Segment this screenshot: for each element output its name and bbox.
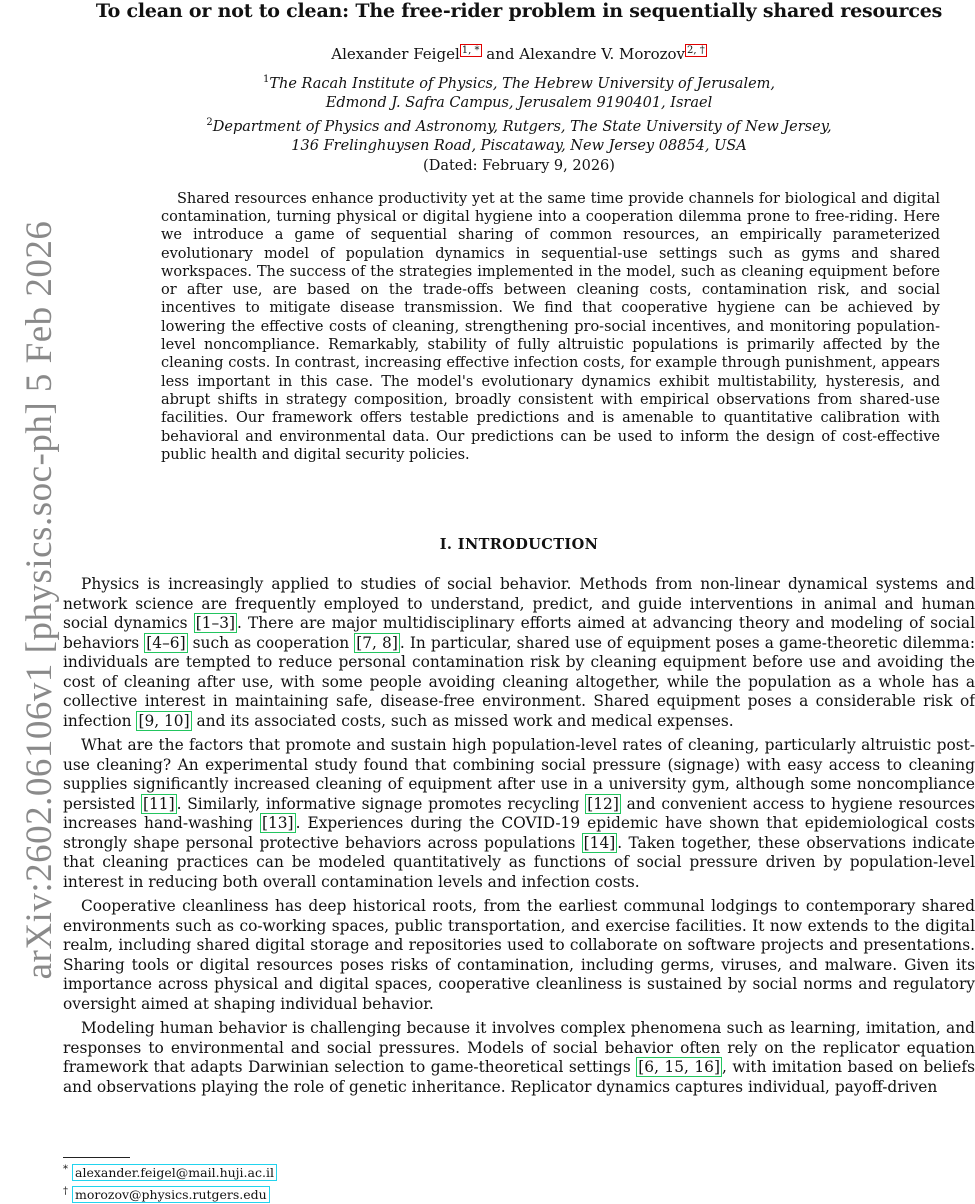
author-footnote-link[interactable]: 2, † [687, 45, 705, 56]
citation-link[interactable]: [6, 15, 16] [638, 1058, 720, 1077]
paper-page [63, 0, 975, 1203]
author-footnote-link[interactable]: 1, * [461, 45, 480, 56]
citation-link[interactable]: [11] [142, 794, 175, 813]
paper-title: To clean or not to clean: The free-rider problem in sequentially shared resources [95, 0, 943, 22]
author-name: Alexandre V. Morozov [519, 45, 686, 63]
abstract: Shared resources enhance productivity yet at the same time provide channels for biological and digital contamination, turning physical or digital hygiene into a cooperation dilemma prone to free-riding. Here we introduce a game of sequential sharing of common resources, an empirically parameterized evolutionary model of population dynamics in sequential-use settings such as gyms and shared workspaces. The success of the strategies implemented in the model, such as cleaning equipment before or after use, are based on the trade-offs between cleaning costs, contamination risk, and social incentives to mitigate disease transmission. We find that cooperative hygiene can be achieved by lowering the effective costs of cleaning, strengthening pro-social incentives, and monitoring population-level noncompliance. Remarkably, stability of fully altruistic populations is primarily affected by the cleaning costs. In contrast, increasing effective infection costs, for example through punishment, appears less important in this case. The model's evolutionary dynamics exhibit multistability, hysteresis, and abrupt shifts in strategy composition, broadly consistent with empirical observations from shared-use facilities. Our framework offers testable predictions and is amenable to quantitative calibration with behavioral and environmental data. Our predictions can be used to inform the design of cost-effective public health and digital security policies. [161, 190, 940, 463]
author-name: Alexander Feigel [331, 45, 460, 63]
email-link[interactable]: alexander.feigel@mail.huji.ac.il [72, 1164, 277, 1181]
footnote [63, 1182, 277, 1204]
date-line: (Dated: February 9, 2026) [423, 157, 615, 174]
section-heading: I. INTRODUCTION [439, 536, 599, 554]
arxiv-identifier: arXiv:2602.06106v1 [physics.soc-ph] 5 Feb 2026 [19, 220, 60, 980]
author-list [63, 41, 975, 64]
affiliation-marker: 2 [206, 116, 213, 128]
citation-link[interactable]: [9, 10] [138, 711, 190, 730]
citation-link[interactable]: [12] [587, 794, 619, 813]
citation-link[interactable]: [4–6] [146, 633, 186, 652]
body-text [63, 575, 975, 1097]
footnote-symbol: * [63, 1164, 68, 1175]
footnotes [63, 1160, 277, 1204]
affiliation-line: The Racah Institute of Physics, The Hebrew University of Jerusalem, [269, 75, 776, 92]
affiliation-marker: 1 [262, 74, 270, 85]
affiliation-line: Department of Physics and Astronomy, Rutgers, The State University of New Jersey, [212, 118, 832, 135]
author-conjunction: and [486, 45, 515, 63]
affiliation-line: Edmond J. Safra Campus, Jerusalem 9190401, Israel [325, 94, 713, 111]
paragraph: Cooperative cleanliness has deep historical roots, from the earliest communal lodgings to contemporary shared environments such as co-working spaces, public transportation, and exercise facilities. It now extends to the digital realm, including shared digital storage and repositories used to collaborate on software projects and presentations. Sharing tools or digital resources poses risks of contamination, including germs, viruses, and malware. Given its importance across physical and digital spaces, cooperative cleanliness is sustained by social norms and regulatory oversight aimed at shaping individual behavior. [63, 897, 975, 1013]
affiliation-line: 136 Frelinghuysen Road, Piscataway, New Jersey 08854, USA [291, 137, 747, 154]
footnote-divider [63, 1157, 130, 1158]
citation-link[interactable]: [14] [583, 833, 616, 852]
email-link[interactable]: morozov@physics.rutgers.edu [72, 1186, 270, 1203]
citation-link[interactable]: [7, 8] [356, 633, 398, 652]
paragraph: What are the factors that promote and sustain high population-level rates of cleaning, particularly altruistic post-use cleaning? An experimental study found that combining social pressure (signage) with easy access to cleaning supplies significantly increased cleaning of equipment after use in a university gym, although some noncompliance persisted [11] . Similarly, informative signage promotes recycling [12] and convenient access to hygiene resources increases hand-washing [13] . Experiences during the COVID-19 epidemic have shown that epidemiological costs strongly shape personal protective behaviors across populations [14] . Taken together, these observations indicate that cleaning practices can be modeled quantitatively as functions of social pressure driven by population-level interest in reducing both overall contamination levels and infection costs. [63, 736, 975, 891]
footnote-symbol: † [63, 1186, 68, 1198]
footnote [63, 1160, 277, 1182]
citation-link[interactable]: [13] [261, 814, 294, 833]
paragraph: Modeling human behavior is challenging because it involves complex phenomena such as learning, imitation, and responses to environmental and social pressures. Models of social behavior often rely on the replicator equation framework that adapts Darwinian selection to game-theoretical settings [6, 15, 16] , with imitation based on beliefs and observations playing the role of genetic inheritance. Replicator dynamics captures individual, payoff-driven [63, 1019, 975, 1096]
affiliation [63, 70, 975, 156]
citation-link[interactable]: [1–3] [195, 614, 235, 633]
paragraph: Physics is increasingly applied to studies of social behavior. Methods from non-linear dynamical systems and network science are frequently employed to understand, predict, and guide interventions in animal and human social dynamics [1–3] . There are major multidisciplinary efforts aimed at advancing theory and modeling of social behaviors [4–6] such as cooperation [7, 8] . In particular, shared use of equipment poses a game-theoretic dilemma: individuals are tempted to reduce personal contamination risk by cleaning equipment before use and avoiding the cost of cleaning after use, with some people avoiding cleaning altogether, while the population as a whole has a collective interest in maintaining safe, disease-free environment. Shared equipment poses a considerable risk of infection [9, 10] and its associated costs, such as missed work and medical expenses. [63, 575, 975, 730]
